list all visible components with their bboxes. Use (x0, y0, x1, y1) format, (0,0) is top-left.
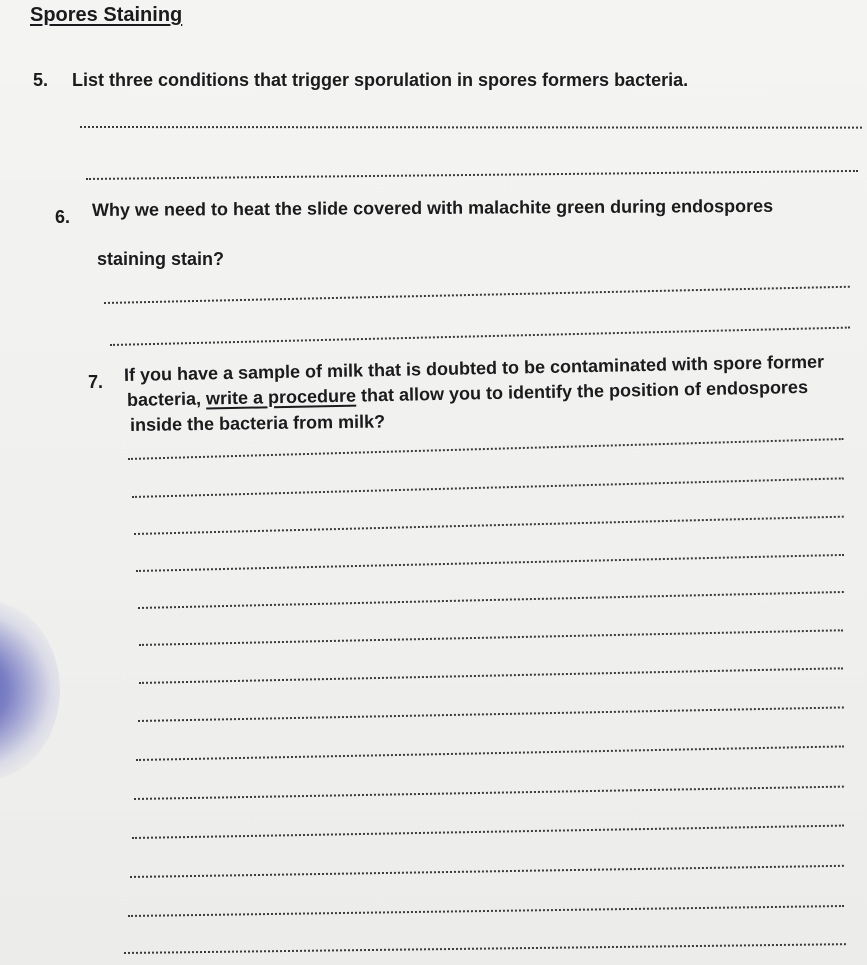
section-title: Spores Staining (30, 4, 183, 26)
answer-line-q7-4[interactable] (136, 554, 844, 572)
answer-line-q6-2[interactable] (110, 327, 850, 346)
answer-line-q7-12[interactable] (130, 865, 844, 878)
answer-line-q7-7[interactable] (139, 667, 843, 684)
answer-line-q7-8[interactable] (138, 706, 844, 722)
question-7-emphasis: write a procedure (205, 385, 357, 409)
answer-line-q7-10[interactable] (134, 786, 844, 800)
answer-line-q7-5[interactable] (138, 591, 844, 609)
question-6-text-line-1: Why we need to heat the slide covered with malachite green during endospores (91, 195, 774, 220)
answer-line-q7-14[interactable] (124, 943, 846, 954)
answer-line-q7-3[interactable] (134, 516, 844, 535)
question-7-number: 7. (88, 372, 104, 392)
answer-line-q7-9[interactable] (136, 745, 844, 761)
question-6-number: 6. (55, 207, 71, 227)
question-7-text-line-3: inside the bacteria from milk? (129, 411, 386, 435)
answer-line-q5-1[interactable] (80, 126, 862, 129)
answer-line-q7-13[interactable] (128, 905, 844, 917)
question-7-text-line-1: If you have a sample of milk that is doubted to be contaminated with spore former (123, 351, 825, 385)
answer-line-q7-6[interactable] (139, 629, 843, 646)
question-5-number: 5. (33, 70, 49, 90)
question-7-text-start: bacteria, (126, 388, 207, 410)
answer-line-q7-2[interactable] (132, 477, 844, 498)
question-5-text: List three conditions that trigger sporulation in spores formers bacteria. (72, 70, 689, 90)
finger-shadow (0, 600, 60, 780)
question-7-text-end: that allow you to identify the position of endospores (355, 376, 809, 406)
answer-line-q7-11[interactable] (132, 825, 844, 839)
answer-line-q6-1[interactable] (104, 286, 850, 304)
answer-line-q7-1[interactable] (128, 438, 844, 460)
question-6-text-line-2: staining stain? (97, 249, 225, 269)
answer-line-q5-2[interactable] (86, 170, 858, 180)
